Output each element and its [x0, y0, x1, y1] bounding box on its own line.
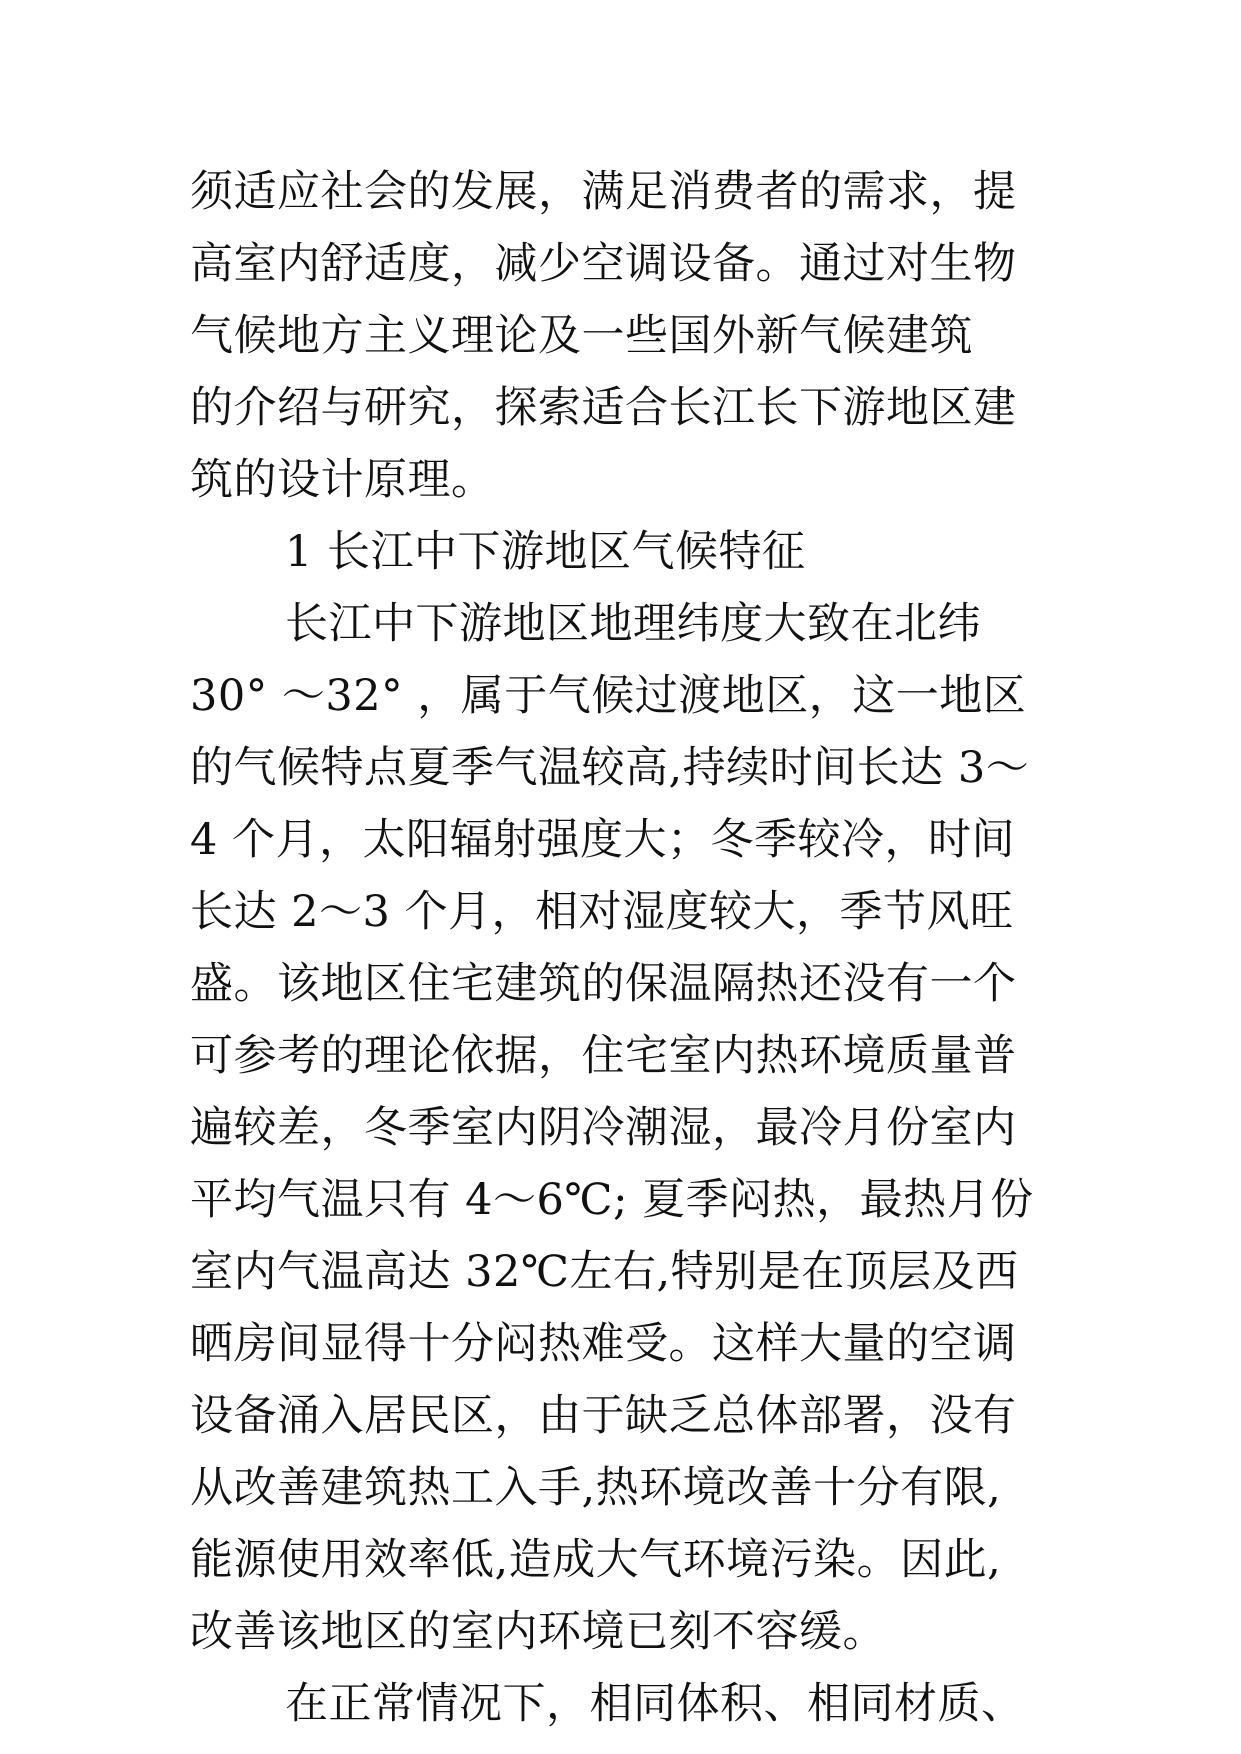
text-line: 高室内舒适度，减少空调设备。通过对生物: [190, 239, 1017, 289]
text-line: 可参考的理论依据，住宅室内热环境质量普: [190, 1031, 1017, 1081]
text-line: 从改善建筑热工入手,热环境改善十分有限,: [190, 1463, 1002, 1513]
paragraph-start: 在正常情况下，相同体积、相同材质、: [285, 1679, 1025, 1729]
text-line: 能源使用效率低,造成大气环境污染。因此,: [190, 1535, 1002, 1585]
text-line: 平均气温只有 4～6℃; 夏季闷热，最热月份: [190, 1175, 1034, 1225]
text-line: 筑的设计原理。: [190, 455, 495, 505]
body-text: [190, 156, 1070, 1740]
text-line: 遍较差，冬季室内阴冷潮湿，最冷月份室内: [190, 1103, 1017, 1153]
text-line: 长达 2～3 个月，相对湿度较大，季节风旺: [190, 887, 1014, 937]
text-line: 须适应社会的发展，满足消费者的需求，提: [190, 167, 1017, 217]
text-line: 改善该地区的室内环境已刻不容缓。: [190, 1607, 886, 1657]
text-line: 气候地方主义理论及一些国外新气候建筑: [190, 311, 973, 361]
paragraph-start: 长江中下游地区地理纬度大致在北纬: [285, 599, 981, 649]
text-line: 室内气温高达 32℃左右,特别是在顶层及西: [190, 1247, 1019, 1297]
text-line: 晒房间显得十分闷热难受。这样大量的空调: [190, 1319, 1017, 1369]
text-line: 30° ～32° ，属于气候过渡地区，这一地区: [190, 671, 1027, 721]
text-line: 的介绍与研究，探索适合长江长下游地区建: [190, 383, 1017, 433]
section-heading: 1 长江中下游地区气候特征: [285, 527, 806, 577]
text-line: 设备涌入居民区，由于缺乏总体部署，没有: [190, 1391, 1017, 1441]
text-line: 盛。该地区住宅建筑的保温隔热还没有一个: [190, 959, 1017, 1009]
text-line: 的气候特点夏季气温较高,持续时间长达 3～: [190, 743, 1030, 793]
text-line: 4 个月，太阳辐射强度大；冬季较冷，时间: [190, 815, 1016, 865]
